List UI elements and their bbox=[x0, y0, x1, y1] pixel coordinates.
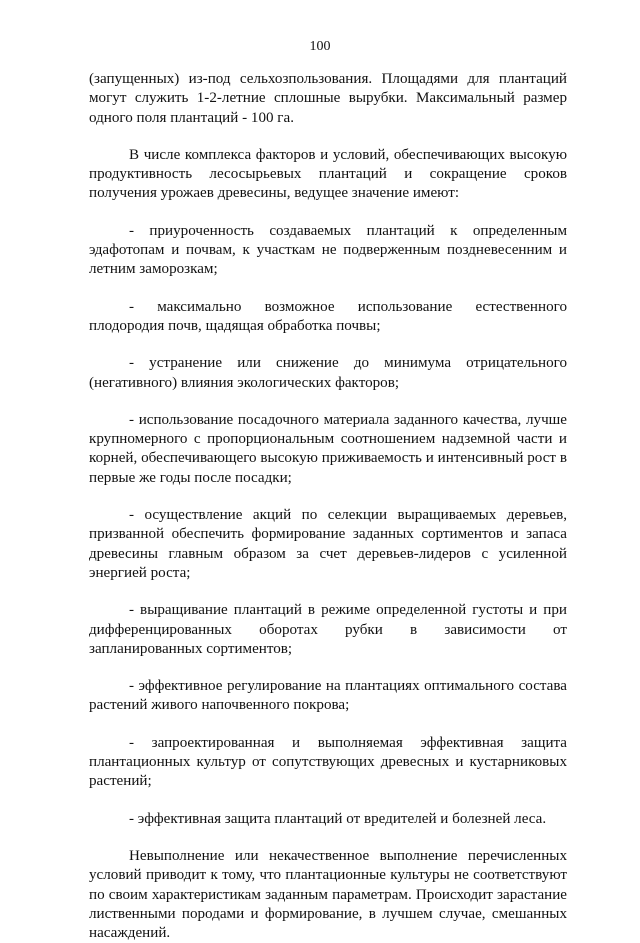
list-item-ecological-factors: - устранение или снижение до минимума отрицательного (негативного) влияния экологических факторов; bbox=[89, 355, 567, 391]
paragraph-conclusion: Невыполнение или некачественное выполнение перечисленных условий приводит к тому, что плантационные культуры не соответствуют по своим характеристикам заданным параметрам. Происходит зарастание лиственными породами и формирование, в лучшем случае, смешанных насаждений. bbox=[89, 847, 567, 942]
page-number: 100 bbox=[309, 39, 331, 54]
list-item-ecotopes: - приуроченность создаваемых плантаций к определенным эдафотопам и почвам, к участкам не подверженным поздневесенним и летним заморозкам; bbox=[89, 222, 567, 278]
list-item-protection-shrubs: - запроектированная и выполняемая эффективная защита плантационных культур от сопутствующих древесных и кустарниковых растений; bbox=[89, 734, 567, 790]
paragraph-continuation: (запущенных) из-под сельхозпользования. Площадями для плантаций могут служить 1-2-летние сплошные вырубки. Максимальный размер одного поля плантаций - 100 га. bbox=[89, 71, 567, 126]
list-item-selection: - осуществление акций по селекции выращиваемых деревьев, призванной обеспечить формирование заданных сортиментов и запаса древесины главным образом за счет деревьев-лидеров с усиленной энергией роста; bbox=[89, 507, 567, 581]
list-item-planting-material: - использование посадочного материала заданного качества, лучше крупномерного с пропорциональным соотношением надземной части и корней, обеспечивающего высокую приживаемость и интенсивный рост в первые же годы после посадки; bbox=[89, 411, 567, 486]
list-item-density: - выращивание плантаций в режиме определенной густоты и при дифференцированных оборотах рубки в зависимости от запланированных сортиментов; bbox=[89, 602, 567, 657]
list-item-ground-cover: - эффективное регулирование на плантациях оптимального состава растений живого напочвенного покрова; bbox=[89, 678, 567, 714]
paragraph-factors-intro: В числе комплекса факторов и условий, обеспечивающих высокую продуктивность лесосырьевых плантаций и сокращение сроков получения урожаев древесины, ведущее значение имеют: bbox=[89, 146, 567, 202]
list-item-soil-fertility: - максимально возможное использование естественного плодородия почв, щадящая обработка почвы; bbox=[89, 298, 567, 334]
list-item-protection-pests: - эффективная защита плантаций от вредителей и болезней леса. bbox=[129, 810, 547, 827]
document-body bbox=[89, 70, 567, 943]
